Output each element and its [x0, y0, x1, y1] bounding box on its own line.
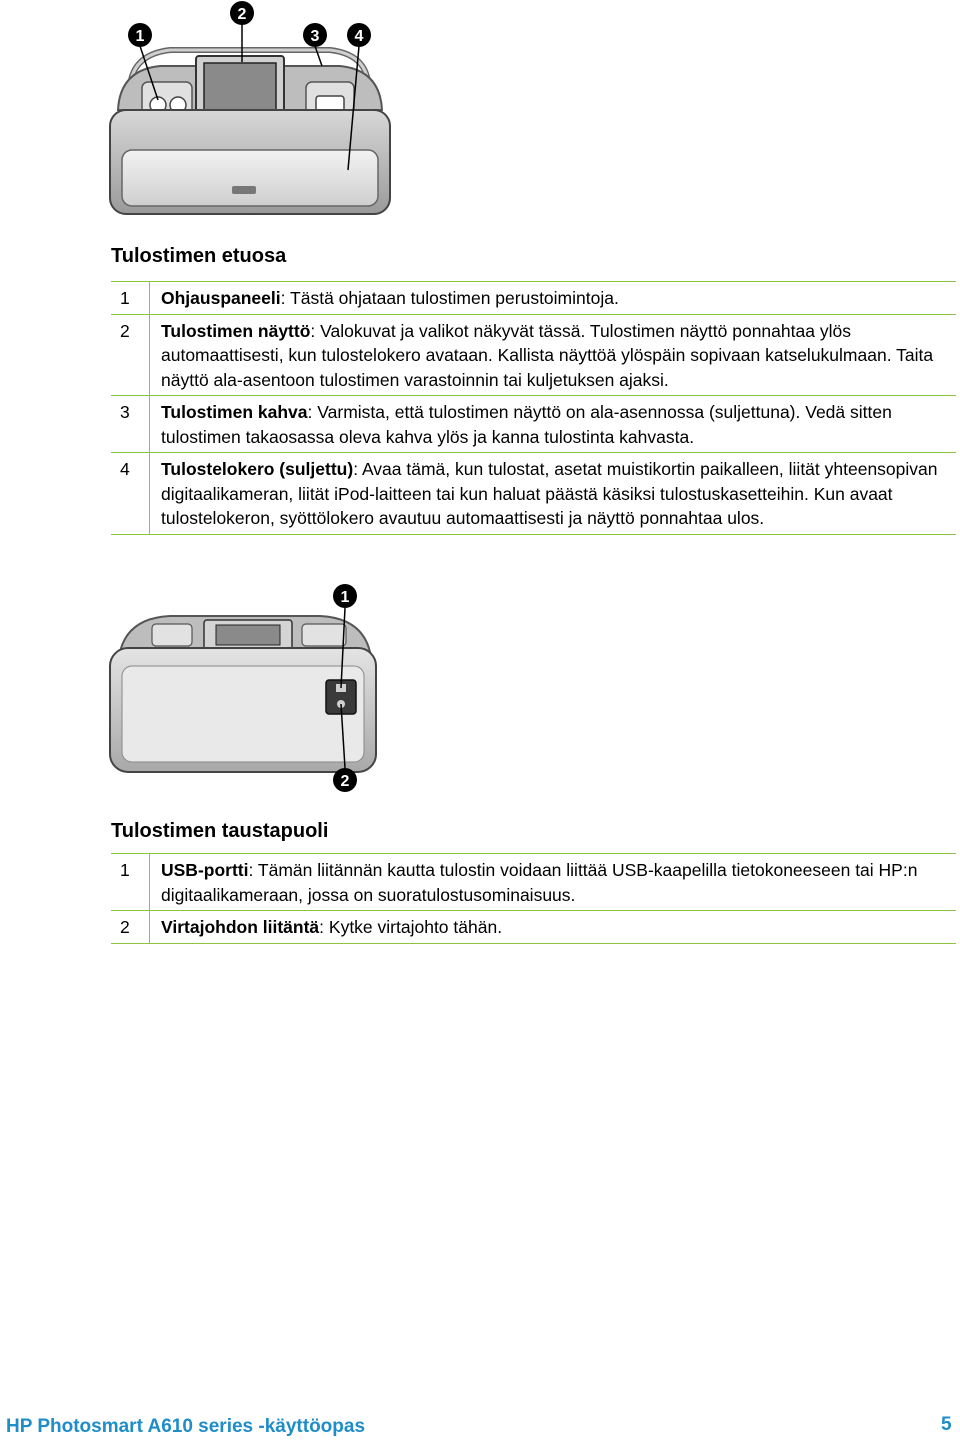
page-number: 5: [941, 1414, 952, 1435]
item-description: [150, 854, 957, 911]
item-number: 2: [111, 911, 150, 944]
item-text: : Tämän liitännän kautta tulostin voidaan liittää USB-kaapelilla tietokoneeseen tai HP:n digitaalikameraan, jossa on suoratulostusominaisuus.: [161, 860, 918, 905]
item-description: [150, 911, 957, 944]
table-row: [111, 314, 956, 396]
item-term: Tulostelokero (suljettu): [161, 459, 354, 479]
svg-text:2: 2: [340, 773, 350, 790]
front-parts-table: [111, 281, 956, 535]
callout-1: [128, 23, 152, 47]
item-number: 1: [111, 282, 150, 315]
item-term: Tulostimen näyttö: [161, 320, 311, 341]
item-number: 2: [111, 314, 150, 396]
item-number: 1: [111, 854, 150, 911]
callout-4: [347, 23, 371, 47]
item-text: : Avaa tämä, kun tulostat, asetat muistikortin paikalleen, liität yhteensopivan digitaalikameran, liität iPod-laitteen tai kun haluat päästä käsiksi tulostuskasetteihin. Kun avaat tulostelokeron, syöttölokero avautuu automaattisesti ja näyttö ponnahtaa ulos.: [161, 459, 938, 528]
item-description: [150, 453, 957, 535]
svg-text:1: 1: [340, 589, 350, 606]
printer-back-illustration: [100, 580, 390, 800]
table-row: [111, 282, 956, 315]
svg-text:2: 2: [237, 6, 247, 23]
item-term: Virtajohdon liitäntä: [161, 917, 320, 937]
callout-3: [303, 23, 327, 47]
table-row: [111, 396, 956, 453]
item-text: : Valokuvat ja valikot näkyvät tässä. Tulostimen näyttö ponnahtaa ylös automaattisesti, kun tulostelokero avataan. Kallista näyttöä ylöspäin sopivaan katselukulmaan. Taita näyttö ala-asentoon tulostimen varastoinnin tai kuljetuksen ajaksi.: [161, 320, 934, 390]
item-number: 4: [111, 453, 150, 535]
callout-2: [333, 768, 357, 792]
callout-1: [333, 584, 357, 608]
front-section-title: Tulostimen etuosa: [111, 245, 287, 267]
footer-title: HP Photosmart A610 series -käyttöopas: [6, 1416, 366, 1437]
item-description: [150, 282, 957, 315]
item-text: : Varmista, että tulostimen näyttö on ala-asennossa (suljettuna). Vedä sitten tulostimen takaosassa oleva kahva ylös ja kanna tulostinta kahvasta.: [161, 402, 892, 447]
back-parts-table: [111, 853, 956, 944]
table-row: [111, 854, 956, 911]
item-text: : Kytke virtajohto tähän.: [319, 917, 503, 937]
item-text: : Tästä ohjataan tulostimen perustoimintoja.: [280, 288, 619, 308]
item-term: Tulostimen kahva: [161, 402, 308, 422]
item-description: [150, 314, 957, 396]
svg-text:3: 3: [310, 28, 320, 45]
svg-text:4: 4: [354, 28, 364, 45]
item-term: USB-portti: [161, 860, 249, 880]
table-row: [111, 453, 956, 535]
item-number: 3: [111, 396, 150, 453]
svg-text:1: 1: [135, 28, 145, 45]
printer-front-illustration: [100, 0, 400, 225]
item-term: Ohjauspaneeli: [161, 288, 281, 308]
callout-2: [230, 1, 254, 25]
table-row: [111, 911, 956, 944]
item-description: [150, 396, 957, 453]
back-section-title: Tulostimen taustapuoli: [111, 820, 329, 842]
